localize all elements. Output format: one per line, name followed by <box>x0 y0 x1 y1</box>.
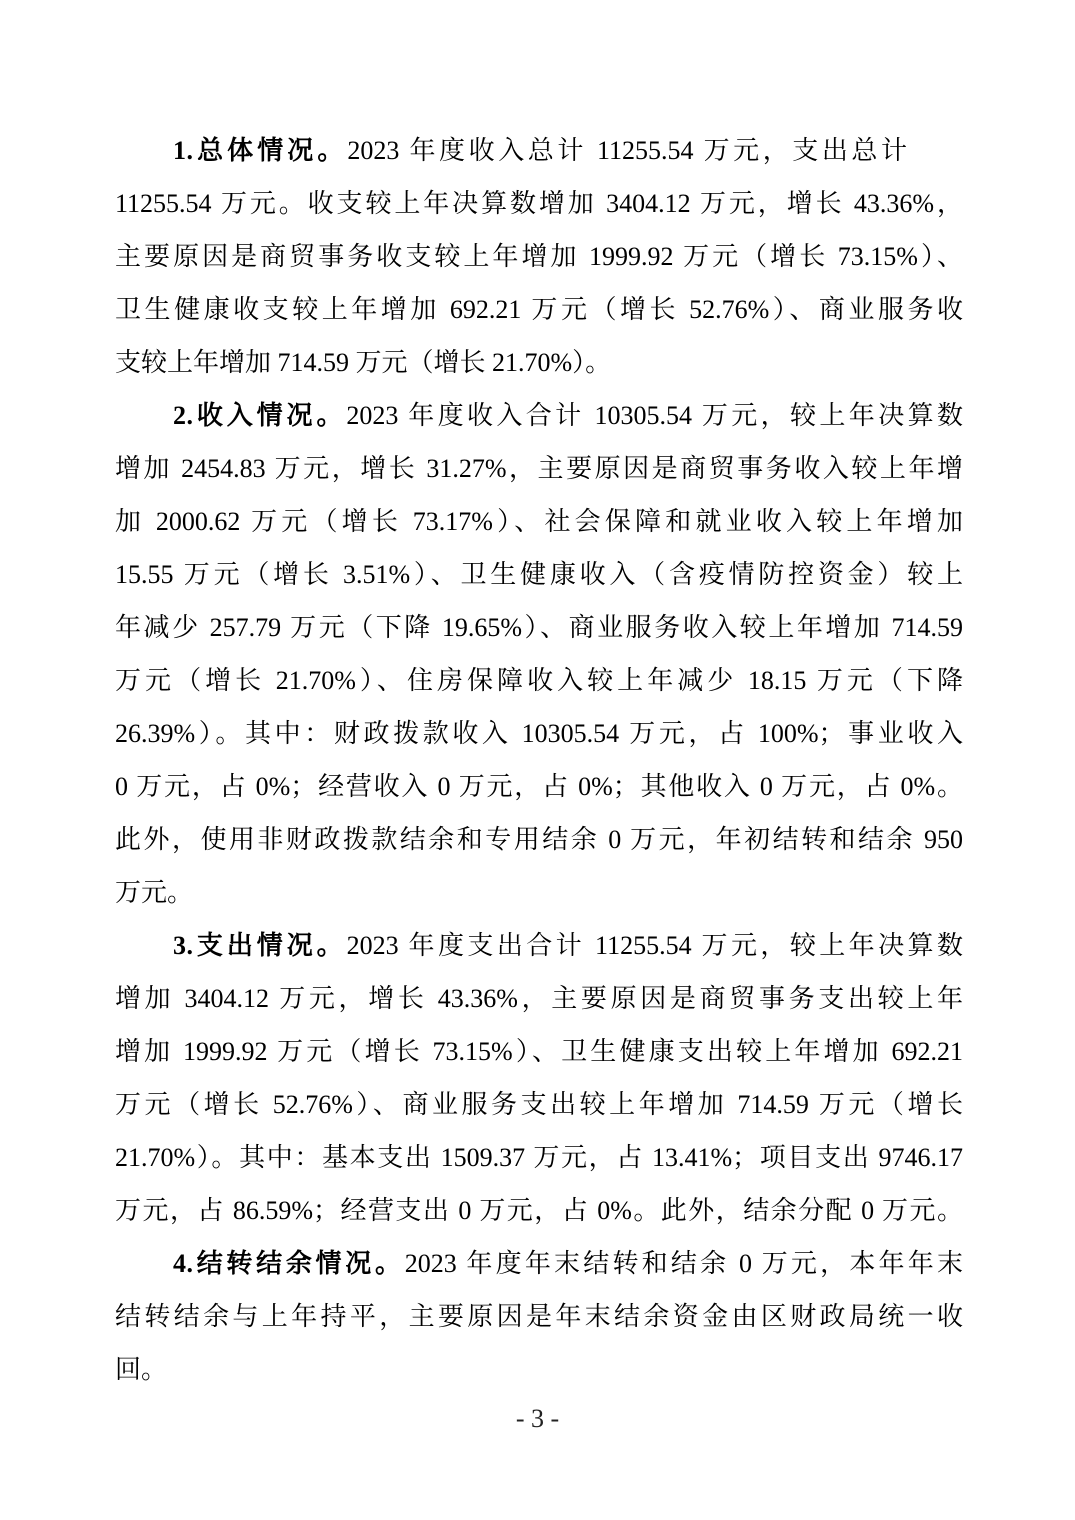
text-line: 加 2000.62 万元（增长 73.17%）、社会保障和就业收入较上年增加 <box>115 507 963 536</box>
paragraph-heading: 3.支出情况。 <box>173 931 347 960</box>
paragraph-income-situation <box>115 389 963 919</box>
paragraph-expenditure-situation <box>115 919 963 1237</box>
text-line: 万元（增长 52.76%）、商业服务支出较上年增加 714.59 万元（增长 <box>115 1090 963 1119</box>
paragraph-heading: 4.结转结余情况。 <box>173 1249 405 1278</box>
text-line: 支较上年增加 714.59 万元（增长 21.70%）。 <box>115 348 612 377</box>
text-line: 年减少 257.79 万元（下降 19.65%）、商业服务收入较上年增加 714.59 <box>115 613 963 642</box>
text-line: 此外，使用非财政拨款结余和专用结余 0 万元，年初结转和结余 950 <box>115 825 963 854</box>
text-line: 26.39%）。其中：财政拨款收入 10305.54 万元，占 100%；事业收入 <box>115 719 963 748</box>
paragraph-carryover-balance <box>115 1237 963 1396</box>
paragraph-heading: 1.总体情况。 <box>173 136 348 165</box>
paragraph-overall-situation <box>115 124 963 389</box>
paragraph-first-line-text: 2023 年度年末结转和结余 0 万元，本年年末 <box>404 1249 963 1278</box>
paragraph-first-line-text: 2023 年度收入总计 11255.54 万元，支出总计 <box>347 136 907 165</box>
text-line: 卫生健康收支较上年增加 692.21 万元（增长 52.76%）、商业服务收 <box>115 295 963 324</box>
text-line <box>115 389 963 442</box>
text-line: 21.70%）。其中：基本支出 1509.37 万元，占 13.41%；项目支出 9746.17 <box>115 1143 963 1172</box>
page-number: - 3 - <box>515 1404 560 1433</box>
text-line: 结转结余与上年持平，主要原因是年末结余资金由区财政局统一收 <box>115 1302 963 1331</box>
paragraph-first-line-text: 2023 年度收入合计 10305.54 万元，较上年决算数 <box>346 401 963 430</box>
text-line: 11255.54 万元。收支较上年决算数增加 3404.12 万元，增长 43.36%， <box>115 189 963 218</box>
paragraph-first-line-text: 2023 年度支出合计 11255.54 万元，较上年决算数 <box>346 931 963 960</box>
text-line: 万元（增长 21.70%）、住房保障收入较上年减少 18.15 万元（下降 <box>115 666 963 695</box>
text-line: 0 万元，占 0%；经营收入 0 万元，占 0%；其他收入 0 万元，占 0%。 <box>115 772 963 801</box>
text-line: 主要原因是商贸事务收支较上年增加 1999.92 万元（增长 73.15%）、 <box>115 242 963 271</box>
text-line: 增加 3404.12 万元，增长 43.36%，主要原因是商贸事务支出较上年 <box>115 984 963 1013</box>
text-line: 增加 1999.92 万元（增长 73.15%）、卫生健康支出较上年增加 692.21 <box>115 1037 963 1066</box>
text-line <box>115 919 963 972</box>
text-line <box>115 124 963 177</box>
text-line: 15.55 万元（增长 3.51%）、卫生健康收入（含疫情防控资金）较上 <box>115 560 963 589</box>
paragraph-heading: 2.收入情况。 <box>173 401 347 430</box>
text-line: 万元。 <box>115 878 194 907</box>
text-line: 增加 2454.83 万元，增长 31.27%，主要原因是商贸事务收入较上年增 <box>115 454 963 483</box>
report-body <box>115 124 963 1396</box>
text-line: 万元，占 86.59%；经营支出 0 万元，占 0%。此外，结余分配 0 万元。 <box>115 1196 963 1225</box>
text-line <box>115 1237 963 1290</box>
text-line: 回。 <box>115 1355 168 1384</box>
